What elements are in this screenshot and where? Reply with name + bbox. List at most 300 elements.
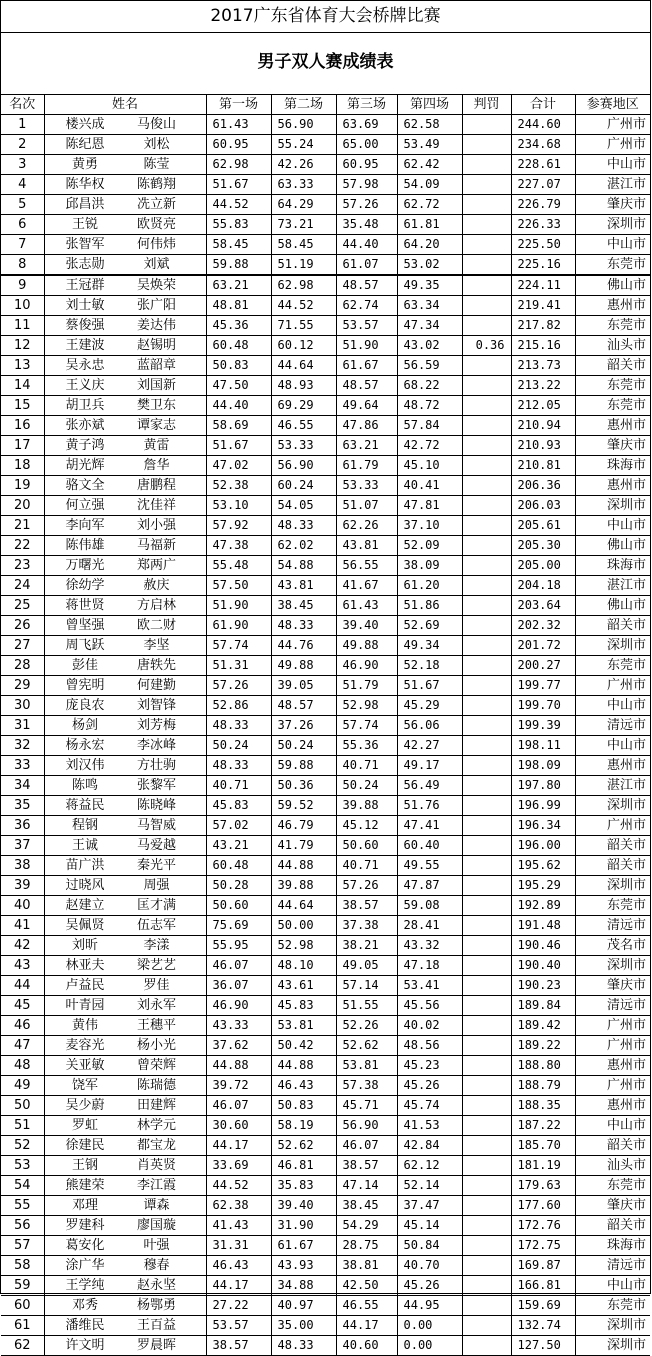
session-4-score: 56.59 (397, 356, 462, 376)
pair-names-cell (44, 1336, 206, 1356)
player-2-name: 马智威 (136, 818, 176, 833)
region-cell: 肇庆市 (575, 976, 650, 996)
session-3-score: 46.07 (336, 1136, 397, 1156)
table-row (1, 1296, 650, 1316)
pair-names-cell (44, 936, 206, 956)
session-1-score: 50.24 (206, 736, 271, 756)
session-1-score: 44.17 (206, 1136, 271, 1156)
pair-names-cell (44, 536, 206, 556)
session-3-score: 35.48 (336, 215, 397, 235)
player-1-name: 潘维民 (65, 1318, 105, 1333)
table-row (1, 416, 650, 436)
session-1-score: 44.88 (206, 1056, 271, 1076)
table-row (1, 195, 650, 215)
session-1-score: 38.57 (206, 1336, 271, 1356)
region-cell: 韶关市 (575, 1216, 650, 1236)
session-1-score: 58.45 (206, 235, 271, 255)
region-cell: 汕头市 (575, 336, 650, 356)
pair-names-cell (44, 856, 206, 876)
session-2-score: 38.45 (271, 596, 336, 616)
session-4-score: 47.18 (397, 956, 462, 976)
session-2-score: 44.52 (271, 296, 336, 316)
header-total: 合计 (511, 95, 575, 115)
session-1-score: 46.07 (206, 1096, 271, 1116)
table-row (1, 496, 650, 516)
total-score: 197.80 (511, 776, 575, 796)
total-score: 234.68 (511, 135, 575, 155)
table-row (1, 596, 650, 616)
session-4-score: 62.72 (397, 195, 462, 215)
session-2-score: 59.88 (271, 756, 336, 776)
player-2-name: 马俊山 (136, 117, 176, 132)
rank-cell: 35 (1, 796, 44, 816)
pair-names-cell (44, 316, 206, 336)
rank-cell: 62 (1, 1336, 44, 1356)
table-row (1, 636, 650, 656)
region-cell: 深圳市 (575, 956, 650, 976)
session-1-score: 60.48 (206, 336, 271, 356)
session-1-score: 47.02 (206, 456, 271, 476)
pair-names-cell (44, 1096, 206, 1116)
session-4-score: 52.14 (397, 1176, 462, 1196)
total-score: 204.18 (511, 576, 575, 596)
session-2-score: 46.55 (271, 416, 336, 436)
session-3-score: 38.57 (336, 896, 397, 916)
player-2-name: 曾荣辉 (136, 1058, 176, 1073)
session-2-score: 48.57 (271, 696, 336, 716)
player-2-name: 罗佳 (143, 978, 170, 993)
player-2-name: 刘国新 (136, 378, 176, 393)
pair-names-cell (44, 215, 206, 235)
region-cell: 湛江市 (575, 776, 650, 796)
total-score: 205.00 (511, 556, 575, 576)
table-row (1, 576, 650, 596)
total-score: 190.46 (511, 936, 575, 956)
player-2-name: 杨小光 (136, 1038, 176, 1053)
session-3-score: 51.07 (336, 496, 397, 516)
session-3-score: 45.12 (336, 816, 397, 836)
pair-names-cell (44, 656, 206, 676)
rank-cell: 40 (1, 896, 44, 916)
pair-names-cell (44, 296, 206, 316)
region-cell: 深圳市 (575, 496, 650, 516)
region-cell: 惠州市 (575, 416, 650, 436)
penalty-cell (462, 656, 511, 676)
pair-names-cell (44, 436, 206, 456)
region-cell: 肇庆市 (575, 195, 650, 215)
table-row (1, 175, 650, 195)
player-1-name: 王诚 (71, 838, 98, 853)
penalty-cell (462, 936, 511, 956)
results-table (1, 95, 650, 1356)
session-4-score: 45.74 (397, 1096, 462, 1116)
session-4-score: 40.02 (397, 1016, 462, 1036)
total-score: 210.94 (511, 416, 575, 436)
rank-cell: 11 (1, 316, 44, 336)
session-3-score: 41.67 (336, 576, 397, 596)
rank-cell: 51 (1, 1116, 44, 1136)
session-2-score: 71.55 (271, 316, 336, 336)
player-1-name: 苗广洪 (65, 858, 105, 873)
session-2-score: 31.90 (271, 1216, 336, 1236)
table-row (1, 115, 650, 135)
player-1-name: 黄勇 (71, 157, 98, 172)
session-4-score: 37.47 (397, 1196, 462, 1216)
penalty-cell (462, 396, 511, 416)
player-2-name: 叶强 (143, 1238, 170, 1253)
player-2-name: 赦庆 (143, 578, 170, 593)
total-score: 226.33 (511, 215, 575, 235)
penalty-cell (462, 516, 511, 536)
session-4-score: 61.81 (397, 215, 462, 235)
session-3-score: 61.43 (336, 596, 397, 616)
session-3-score: 49.88 (336, 636, 397, 656)
region-cell: 东莞市 (575, 1176, 650, 1196)
session-3-score: 61.07 (336, 255, 397, 276)
session-2-score: 50.83 (271, 1096, 336, 1116)
total-score: 213.22 (511, 376, 575, 396)
rank-cell: 14 (1, 376, 44, 396)
session-2-score: 46.43 (271, 1076, 336, 1096)
session-3-score: 47.86 (336, 416, 397, 436)
penalty-cell (462, 896, 511, 916)
penalty-cell (462, 135, 511, 155)
region-cell: 广州市 (575, 1036, 650, 1056)
session-2-score: 50.36 (271, 776, 336, 796)
session-2-score: 41.79 (271, 836, 336, 856)
region-cell: 茂名市 (575, 936, 650, 956)
session-2-score: 52.98 (271, 936, 336, 956)
session-1-score: 50.28 (206, 876, 271, 896)
session-3-score: 57.26 (336, 876, 397, 896)
player-1-name: 王义庆 (65, 378, 105, 393)
session-4-score: 64.20 (397, 235, 462, 255)
pair-names-cell (44, 396, 206, 416)
player-1-name: 胡光辉 (65, 458, 105, 473)
player-2-name: 赵锡明 (136, 338, 176, 353)
region-cell: 广州市 (575, 115, 650, 135)
session-1-score: 37.62 (206, 1036, 271, 1056)
session-4-score: 43.32 (397, 936, 462, 956)
session-1-score: 43.21 (206, 836, 271, 856)
total-score: 179.63 (511, 1176, 575, 1196)
session-3-score: 61.79 (336, 456, 397, 476)
penalty-cell (462, 376, 511, 396)
penalty-cell (462, 436, 511, 456)
session-2-score: 59.52 (271, 796, 336, 816)
total-score: 187.22 (511, 1116, 575, 1136)
player-1-name: 林亚夫 (65, 958, 105, 973)
session-4-score: 53.41 (397, 976, 462, 996)
player-2-name: 李江霞 (136, 1178, 176, 1193)
table-row (1, 976, 650, 996)
session-2-score: 48.10 (271, 956, 336, 976)
rank-cell: 18 (1, 456, 44, 476)
rank-cell: 16 (1, 416, 44, 436)
penalty-cell (462, 916, 511, 936)
penalty-cell (462, 616, 511, 636)
penalty-cell (462, 175, 511, 195)
session-4-score: 52.18 (397, 656, 462, 676)
table-row (1, 456, 650, 476)
table-row (1, 996, 650, 1016)
rank-cell: 19 (1, 476, 44, 496)
table-row (1, 616, 650, 636)
header-rank: 名次 (1, 95, 44, 115)
pair-names-cell (44, 956, 206, 976)
pair-names-cell (44, 1056, 206, 1076)
pair-names-cell (44, 756, 206, 776)
session-1-score: 53.10 (206, 496, 271, 516)
rank-cell: 20 (1, 496, 44, 516)
total-score: 177.60 (511, 1196, 575, 1216)
player-2-name: 刘智锋 (136, 698, 176, 713)
session-1-score: 53.57 (206, 1316, 271, 1336)
session-2-score: 51.19 (271, 255, 336, 276)
session-3-score: 37.38 (336, 916, 397, 936)
penalty-cell (462, 1056, 511, 1076)
session-1-score: 57.92 (206, 516, 271, 536)
total-score: 189.84 (511, 996, 575, 1016)
player-2-name: 黄雷 (143, 438, 170, 453)
total-score: 205.30 (511, 536, 575, 556)
player-2-name: 欧贤亮 (136, 217, 176, 232)
session-3-score: 56.55 (336, 556, 397, 576)
session-2-score: 37.26 (271, 716, 336, 736)
region-cell: 惠州市 (575, 1096, 650, 1116)
rank-cell: 41 (1, 916, 44, 936)
penalty-cell (462, 956, 511, 976)
pair-names-cell (44, 1036, 206, 1056)
session-4-score: 40.41 (397, 476, 462, 496)
player-1-name: 曾宪明 (65, 678, 105, 693)
session-3-score: 40.71 (336, 856, 397, 876)
session-1-score: 58.69 (206, 416, 271, 436)
player-2-name: 刘斌 (143, 257, 170, 272)
session-2-score: 52.62 (271, 1136, 336, 1156)
session-2-score: 63.33 (271, 175, 336, 195)
table-row (1, 656, 650, 676)
total-score: 190.40 (511, 956, 575, 976)
player-2-name: 冼立新 (136, 197, 176, 212)
penalty-cell (462, 456, 511, 476)
total-score: 217.82 (511, 316, 575, 336)
session-4-score: 56.49 (397, 776, 462, 796)
session-1-score: 44.17 (206, 1276, 271, 1296)
session-4-score: 47.87 (397, 876, 462, 896)
player-2-name: 伍志军 (136, 918, 176, 933)
player-1-name: 蒋益民 (65, 798, 105, 813)
table-row (1, 155, 650, 175)
session-2-score: 34.88 (271, 1276, 336, 1296)
total-score: 189.42 (511, 1016, 575, 1036)
table-row (1, 1116, 650, 1136)
session-4-score: 68.22 (397, 376, 462, 396)
total-score: 169.87 (511, 1256, 575, 1276)
rank-cell: 32 (1, 736, 44, 756)
rank-cell: 24 (1, 576, 44, 596)
session-1-score: 40.71 (206, 776, 271, 796)
rank-cell: 50 (1, 1096, 44, 1116)
session-1-score: 55.83 (206, 215, 271, 235)
table-row (1, 836, 650, 856)
total-score: 185.70 (511, 1136, 575, 1156)
player-1-name: 程钢 (71, 818, 98, 833)
session-1-score: 44.40 (206, 396, 271, 416)
session-1-score: 48.33 (206, 716, 271, 736)
player-2-name: 姜达伟 (136, 318, 176, 333)
player-2-name: 吴焕荣 (136, 278, 176, 293)
header-session-2: 第二场 (271, 95, 336, 115)
rank-cell: 15 (1, 396, 44, 416)
penalty-cell (462, 1196, 511, 1216)
penalty-cell (462, 1256, 511, 1276)
session-1-score: 57.74 (206, 636, 271, 656)
player-1-name: 赵建立 (65, 898, 105, 913)
event-title: 2017广东省体育大会桥牌比赛 (1, 1, 650, 33)
session-1-score: 47.38 (206, 536, 271, 556)
header-session-3: 第三场 (336, 95, 397, 115)
pair-names-cell (44, 195, 206, 215)
player-2-name: 蓝韶章 (136, 358, 176, 373)
penalty-cell (462, 115, 511, 135)
session-1-score: 57.26 (206, 676, 271, 696)
session-4-score: 0.00 (397, 1316, 462, 1336)
session-1-score: 45.36 (206, 316, 271, 336)
player-1-name: 张志勋 (65, 257, 105, 272)
region-cell: 佛山市 (575, 275, 650, 296)
pair-names-cell (44, 456, 206, 476)
rank-cell: 58 (1, 1256, 44, 1276)
table-row (1, 135, 650, 155)
rank-cell: 23 (1, 556, 44, 576)
rank-cell: 52 (1, 1136, 44, 1156)
session-1-score: 57.50 (206, 576, 271, 596)
player-1-name: 叶青园 (65, 998, 105, 1013)
session-2-score: 69.29 (271, 396, 336, 416)
total-score: 188.35 (511, 1096, 575, 1116)
player-2-name: 欧二财 (136, 618, 176, 633)
player-2-name: 王百益 (136, 1318, 176, 1333)
player-2-name: 李冰峰 (136, 738, 176, 753)
player-2-name: 梁艺艺 (136, 958, 176, 973)
total-score: 195.62 (511, 856, 575, 876)
session-2-score: 39.88 (271, 876, 336, 896)
penalty-cell (462, 596, 511, 616)
penalty-cell: 0.36 (462, 336, 511, 356)
player-1-name: 蔡俊强 (65, 318, 105, 333)
region-cell: 东莞市 (575, 396, 650, 416)
player-1-name: 麦容光 (65, 1038, 105, 1053)
total-score: 196.34 (511, 816, 575, 836)
total-score: 181.19 (511, 1156, 575, 1176)
table-row (1, 816, 650, 836)
table-row (1, 396, 650, 416)
session-3-score: 38.57 (336, 1156, 397, 1176)
pair-names-cell (44, 336, 206, 356)
region-cell: 东莞市 (575, 316, 650, 336)
rank-cell: 53 (1, 1156, 44, 1176)
session-4-score: 52.69 (397, 616, 462, 636)
header-penalty: 判罚 (462, 95, 511, 115)
region-cell: 清远市 (575, 716, 650, 736)
session-4-score: 56.06 (397, 716, 462, 736)
table-subtitle: 男子双人赛成绩表 (1, 33, 650, 95)
player-1-name: 关亚敏 (65, 1058, 105, 1073)
total-score: 201.72 (511, 636, 575, 656)
rank-cell: 2 (1, 135, 44, 155)
region-cell: 湛江市 (575, 175, 650, 195)
penalty-cell (462, 235, 511, 255)
session-1-score: 57.02 (206, 816, 271, 836)
total-score: 226.79 (511, 195, 575, 215)
player-1-name: 涂广华 (65, 1258, 105, 1273)
session-2-score: 61.67 (271, 1236, 336, 1256)
rank-cell: 38 (1, 856, 44, 876)
region-cell: 珠海市 (575, 556, 650, 576)
table-row (1, 536, 650, 556)
session-4-score: 43.02 (397, 336, 462, 356)
session-4-score: 47.41 (397, 816, 462, 836)
session-2-score: 48.33 (271, 516, 336, 536)
pair-names-cell (44, 1296, 206, 1316)
region-cell: 中山市 (575, 235, 650, 255)
table-row (1, 1236, 650, 1256)
player-1-name: 陈华权 (65, 177, 105, 192)
session-2-score: 44.64 (271, 896, 336, 916)
rank-cell: 34 (1, 776, 44, 796)
region-cell: 惠州市 (575, 476, 650, 496)
session-3-score: 44.40 (336, 235, 397, 255)
session-4-score: 53.49 (397, 135, 462, 155)
pair-names-cell (44, 636, 206, 656)
session-2-score: 48.33 (271, 616, 336, 636)
session-3-score: 43.81 (336, 536, 397, 556)
pair-names-cell (44, 1256, 206, 1276)
session-2-score: 54.05 (271, 496, 336, 516)
session-2-score: 44.88 (271, 856, 336, 876)
player-1-name: 邱昌洪 (65, 197, 105, 212)
region-cell: 广州市 (575, 1076, 650, 1096)
region-cell: 东莞市 (575, 656, 650, 676)
session-2-score: 56.90 (271, 456, 336, 476)
player-2-name: 李坚 (143, 638, 170, 653)
penalty-cell (462, 275, 511, 296)
player-1-name: 张亦斌 (65, 418, 105, 433)
player-1-name: 邓秀 (71, 1298, 98, 1313)
pair-names-cell (44, 1236, 206, 1256)
penalty-cell (462, 195, 511, 215)
penalty-cell (462, 1096, 511, 1116)
rank-cell: 12 (1, 336, 44, 356)
rank-cell: 8 (1, 255, 44, 276)
player-2-name: 唐轶先 (136, 658, 176, 673)
pair-names-cell (44, 476, 206, 496)
player-2-name: 樊卫东 (136, 398, 176, 413)
header-names: 姓名 (44, 95, 206, 115)
penalty-cell (462, 636, 511, 656)
region-cell: 佛山市 (575, 596, 650, 616)
session-4-score: 45.23 (397, 1056, 462, 1076)
player-1-name: 卢益民 (65, 978, 105, 993)
region-cell: 惠州市 (575, 756, 650, 776)
total-score: 190.23 (511, 976, 575, 996)
session-2-score: 35.00 (271, 1316, 336, 1336)
rank-cell: 17 (1, 436, 44, 456)
player-1-name: 吴少蔚 (65, 1098, 105, 1113)
rank-cell: 39 (1, 876, 44, 896)
session-2-score: 58.19 (271, 1116, 336, 1136)
